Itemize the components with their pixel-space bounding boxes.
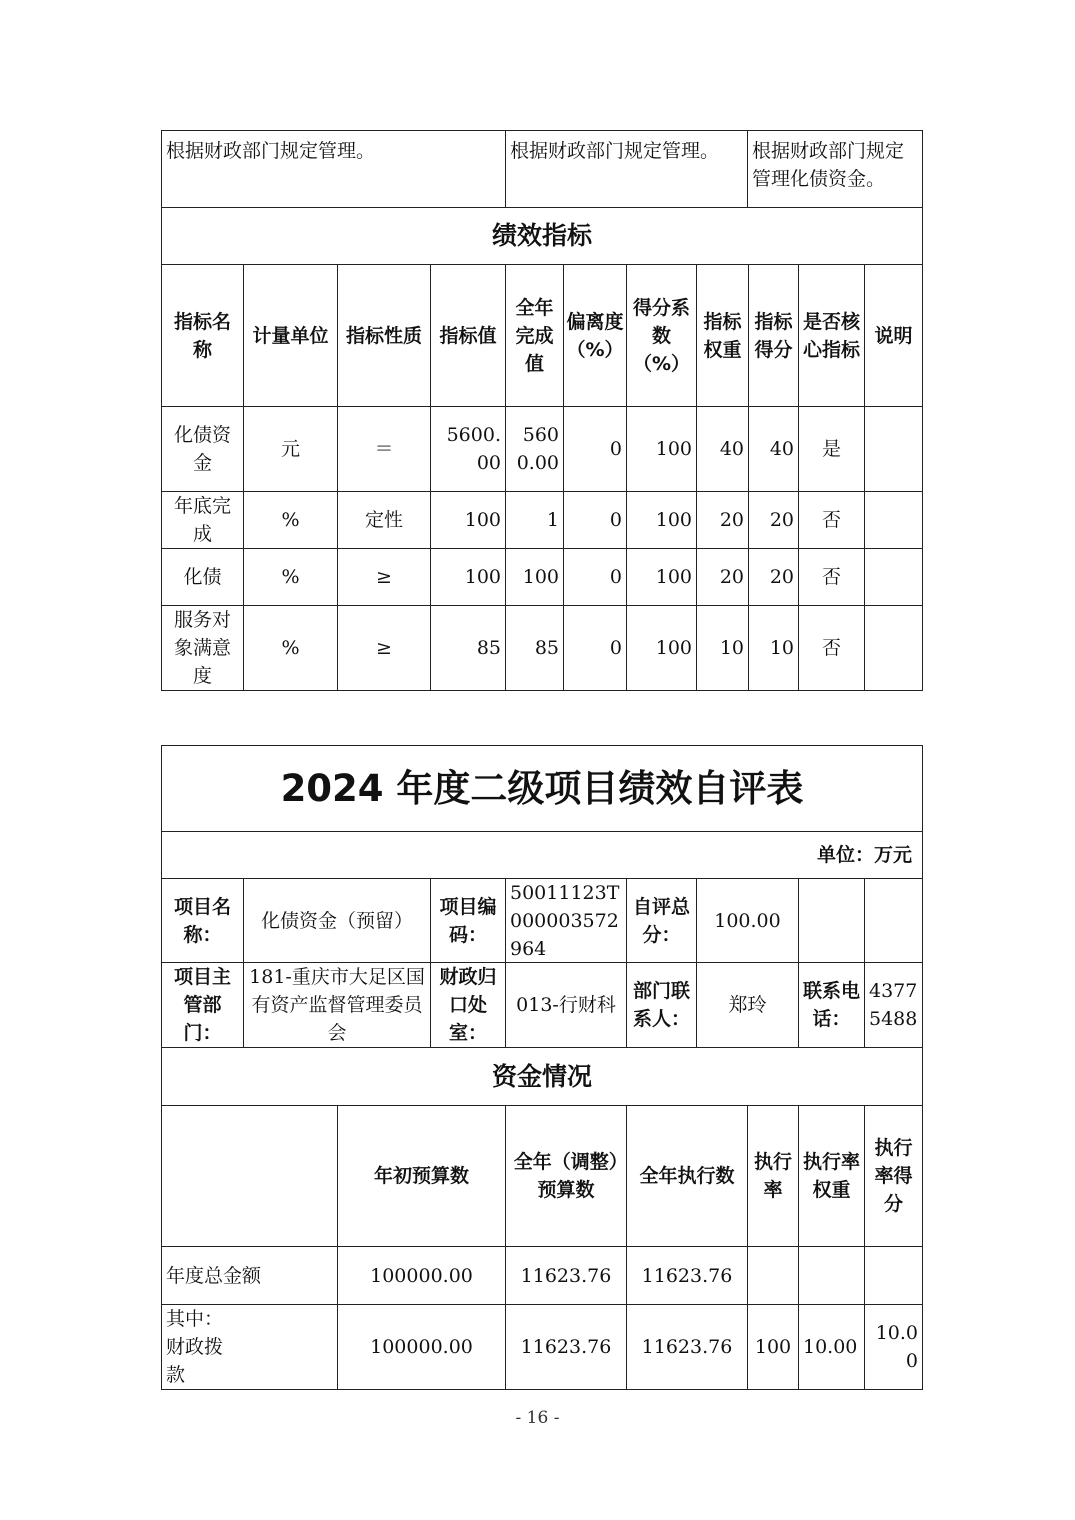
header-target-value: 指标值: [430, 264, 506, 407]
header-score: 指标得分: [748, 264, 799, 407]
table-row-1-weight: 40: [696, 406, 749, 492]
fund-row-2-label: 其中：财政拨款: [161, 1304, 338, 1390]
table-row-3-actual: 100: [505, 548, 564, 606]
page-number: - 16 -: [515, 1408, 560, 1428]
table-row-1-name: 化债资金: [161, 406, 244, 492]
table-row-4-actual: 85: [505, 605, 564, 691]
fund-row-1-initial: 100000.00: [337, 1246, 506, 1305]
table-row-1-coef: 100: [626, 406, 697, 492]
phone-label: 联系电话：: [798, 962, 865, 1048]
table-row-2-target: 100: [430, 491, 506, 549]
header-deviation: 偏离度（%）: [563, 264, 627, 407]
fund-row-1-weight: [798, 1246, 865, 1305]
fund-header-executed: 全年执行数: [626, 1105, 748, 1247]
fund-header-adjusted-budget: 全年（调整）预算数: [505, 1105, 627, 1247]
table-row-4-core: 否: [798, 605, 865, 691]
fund-row-1-adjusted: 11623.76: [505, 1246, 627, 1305]
table-row-1-nature: ＝: [337, 406, 431, 492]
header-indicator-name: 指标名称: [161, 264, 244, 407]
header-unit: 计量单位: [243, 264, 338, 407]
section-title-indicators: 绩效指标: [161, 207, 923, 265]
table-row-1-target: 5600.00: [430, 406, 506, 492]
fund-header-rate-weight: 执行率权重: [798, 1105, 865, 1247]
project-name-label: 项目名称：: [161, 878, 244, 963]
table-row-4-nature: ≥: [337, 605, 431, 691]
header-core: 是否核心指标: [798, 264, 865, 407]
unit-label: 单位：万元: [161, 831, 923, 879]
header-actual-value: 全年完成值: [505, 264, 564, 407]
contact-value: 郑玲: [696, 962, 799, 1048]
fund-header-exec-rate: 执行率: [747, 1105, 799, 1247]
table-row-4-weight: 10: [696, 605, 749, 691]
mgmt-cell-3: 根据财政部门规定管理化债资金。: [747, 130, 923, 208]
table-row-2-unit: %: [243, 491, 338, 549]
table-row-2-nature: 定性: [337, 491, 431, 549]
table-row-2-deviation: 0: [563, 491, 627, 549]
project-code-value: 50011123T000003572964: [505, 878, 627, 963]
info1-empty-1: [798, 878, 865, 963]
table-row-3-name: 化债: [161, 548, 244, 606]
table-row-4-name: 服务对象满意度: [161, 605, 244, 691]
project-name-value: 化债资金（预留）: [243, 878, 431, 963]
table-row-3-unit: %: [243, 548, 338, 606]
self-score-value: 100.00: [696, 878, 799, 963]
office-value: 013-行财科: [505, 962, 627, 1048]
table-row-3-deviation: 0: [563, 548, 627, 606]
fund-row-2-score: 10.00: [864, 1304, 923, 1390]
contact-label: 部门联系人：: [626, 962, 697, 1048]
table-row-4-deviation: 0: [563, 605, 627, 691]
table-row-1-actual: 5600.00: [505, 406, 564, 492]
dept-value: 181-重庆市大足区国有资产监督管理委员会: [243, 962, 431, 1048]
mgmt-cell-2: 根据财政部门规定管理。: [505, 130, 748, 208]
table-row-4-coef: 100: [626, 605, 697, 691]
section-title-funding: 资金情况: [161, 1047, 923, 1106]
table-row-3-core: 否: [798, 548, 865, 606]
table-row-2-actual: 1: [505, 491, 564, 549]
table-row-2-score: 20: [748, 491, 799, 549]
header-nature: 指标性质: [337, 264, 431, 407]
table-row-2-note: [864, 491, 923, 549]
table-row-1-core: 是: [798, 406, 865, 492]
fund-row-2-adjusted: 11623.76: [505, 1304, 627, 1390]
table-row-3-weight: 20: [696, 548, 749, 606]
table-row-2-weight: 20: [696, 491, 749, 549]
table-row-1-note: [864, 406, 923, 492]
phone-value: 43775488: [864, 962, 923, 1048]
table-row-4-target: 85: [430, 605, 506, 691]
header-note: 说明: [864, 264, 923, 407]
fund-row-1-rate: [747, 1246, 799, 1305]
table-row-1-deviation: 0: [563, 406, 627, 492]
mgmt-cell-1: 根据财政部门规定管理。: [161, 130, 506, 208]
table-row-3-note: [864, 548, 923, 606]
table-row-4-note: [864, 605, 923, 691]
table-row-2-coef: 100: [626, 491, 697, 549]
project-code-label: 项目编码：: [430, 878, 506, 963]
table-row-1-unit: 元: [243, 406, 338, 492]
table-row-2-name: 年底完成: [161, 491, 244, 549]
table-row-3-coef: 100: [626, 548, 697, 606]
fund-row-2-executed: 11623.76: [626, 1304, 748, 1390]
table-row-4-score: 10: [748, 605, 799, 691]
fund-row-1-label: 年度总金额: [161, 1246, 338, 1305]
table-row-3-target: 100: [430, 548, 506, 606]
fund-row-2-initial: 100000.00: [337, 1304, 506, 1390]
table-row-4-unit: %: [243, 605, 338, 691]
table-row-3-nature: ≥: [337, 548, 431, 606]
fund-header-blank: [161, 1105, 338, 1247]
fund-row-1-score: [864, 1246, 923, 1305]
fund-header-initial-budget: 年初预算数: [337, 1105, 506, 1247]
form-title: 2024 年度二级项目绩效自评表: [161, 745, 923, 832]
table-row-2-core: 否: [798, 491, 865, 549]
info1-empty-2: [864, 878, 923, 963]
office-label: 财政归口处室：: [430, 962, 506, 1048]
fund-row-1-executed: 11623.76: [626, 1246, 748, 1305]
self-score-label: 自评总分：: [626, 878, 697, 963]
fund-row-2-weight: 10.00: [798, 1304, 865, 1390]
table-row-3-score: 20: [748, 548, 799, 606]
header-weight: 指标权重: [696, 264, 749, 407]
fund-row-2-rate: 100: [747, 1304, 799, 1390]
fund-header-rate-score: 执行率得分: [864, 1105, 923, 1247]
table-row-1-score: 40: [748, 406, 799, 492]
header-score-coef: 得分系数（%）: [626, 264, 697, 407]
dept-label: 项目主管部门：: [161, 962, 244, 1048]
